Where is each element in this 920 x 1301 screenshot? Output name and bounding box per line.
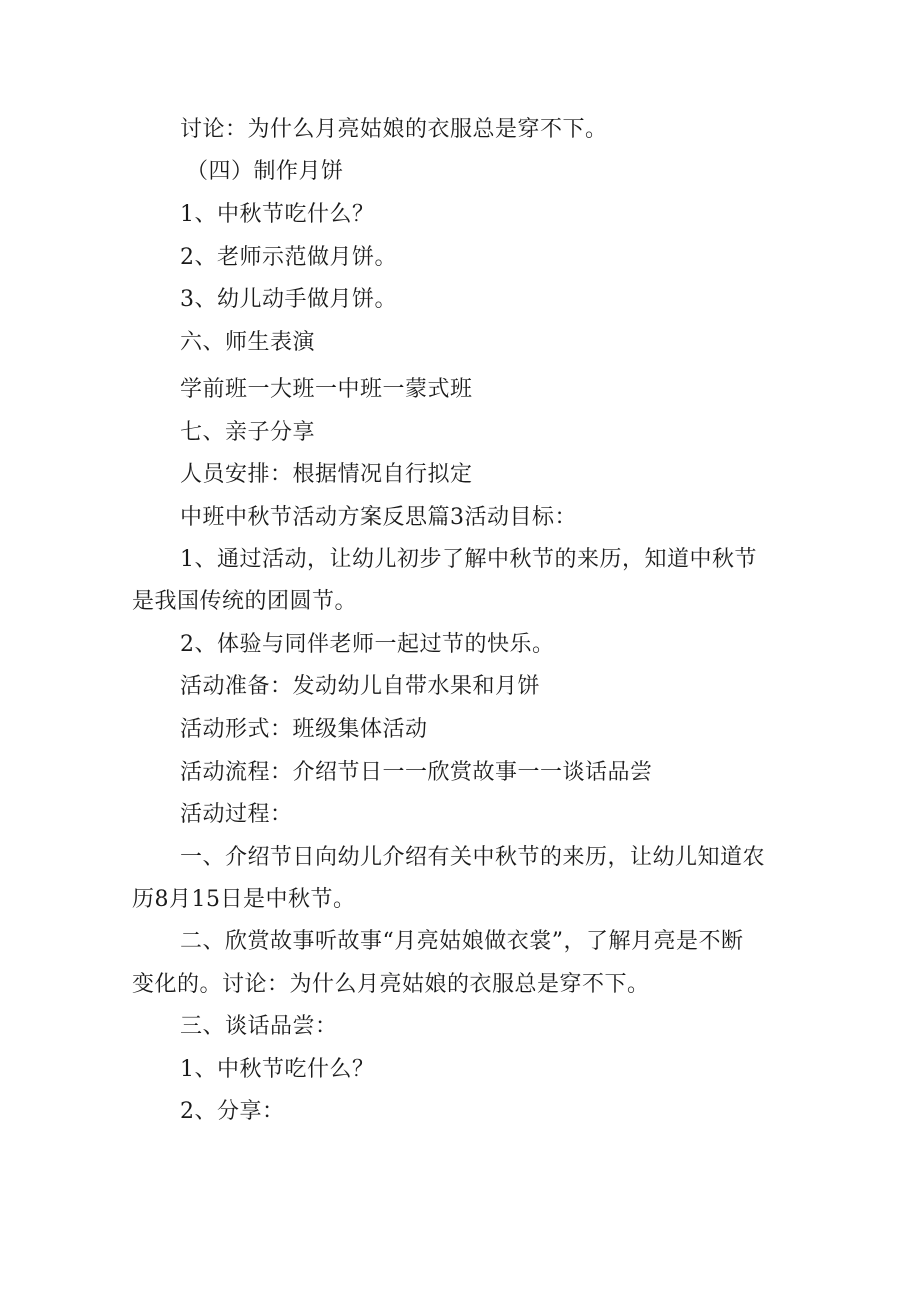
text-line: 讨论：为什么月亮姑娘的衣服总是穿不下。 [180,117,608,142]
text-line: 二、欣赏故事听故事“月亮姑娘做衣裳”，了解月亮是不断 [180,929,744,954]
text-line: 1、中秋节吃什么？ [180,1057,375,1082]
text-line: 2、体验与同伴老师一起过节的快乐。 [180,632,555,657]
text-line: 活动形式：班级集体活动 [180,717,428,742]
text-line: 3、幼儿动手做月饼。 [180,287,397,312]
text-line: 活动准备：发动幼儿自带水果和月饼 [180,674,541,699]
text-line: 中班中秋节活动方案反思篇3活动目标： [180,505,577,530]
text-line: 六、师生表演 [180,330,316,355]
text-line: 历8月15日是中秋节。 [132,887,356,912]
text-line: 1、通过活动，让幼儿初步了解中秋节的来历，知道中秋节 [180,547,757,572]
text-line: 2、老师示范做月饼。 [180,245,397,270]
text-line: 1、中秋节吃什么？ [180,202,375,227]
text-line: （四）制作月饼 [186,159,344,184]
text-line: 三、谈话品尝： [180,1014,338,1039]
text-line: 七、亲子分享 [180,420,316,445]
text-line: 是我国传统的团圆节。 [132,589,358,614]
text-line: 一、介绍节日向幼儿介绍有关中秋节的来历，让幼儿知道农 [180,845,766,870]
text-line: 活动过程： [180,802,293,827]
text-line: 2、分享： [180,1099,285,1124]
text-line: 变化的。讨论：为什么月亮姑娘的衣服总是穿不下。 [132,972,650,997]
text-line: 学前班一大班一中班一蒙式班 [180,377,473,402]
text-line: 人员安排：根据情况自行拟定 [180,462,473,487]
text-line: 活动流程：介绍节日一一欣赏故事一一谈话品尝 [180,760,653,785]
